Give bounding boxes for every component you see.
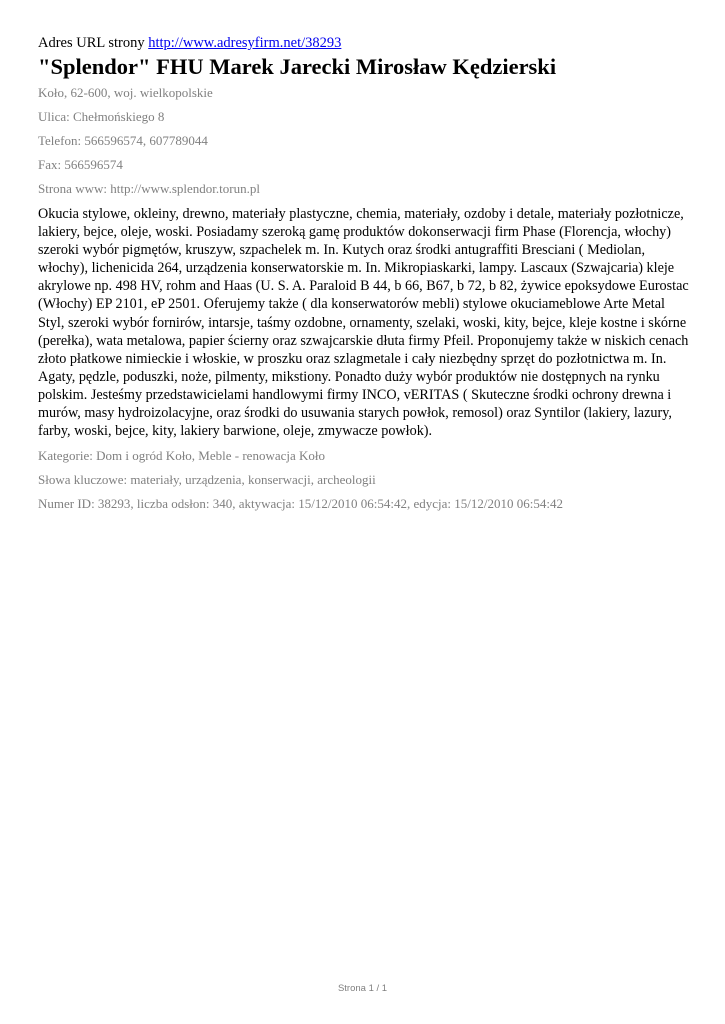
fax-line: Fax: 566596574: [38, 157, 123, 172]
address-line: Koło, 62-600, woj. wielkopolskie: [38, 85, 213, 100]
url-line: [38, 33, 690, 53]
page-number: Strona 1 / 1: [337, 983, 388, 994]
street-line: Ulica: Chełmońskiego 8: [38, 109, 165, 124]
keywords-line: Słowa kluczowe: materiały, urządzenia, konserwacji, archeologii: [38, 472, 376, 488]
company-title: "Splendor" FHU Marek Jarecki Mirosław Kędzierski: [38, 54, 557, 79]
document-body: [38, 33, 690, 520]
website-line: Strona www: http://www.splendor.torun.pl: [38, 181, 260, 196]
url-label: Adres URL strony: [38, 35, 145, 51]
company-description: Okucia stylowe, okleiny, drewno, materiały plastyczne, chemia, materiały, ozdoby i detale, materiały pozłotnicze, lakiery, bejce, oleje, woski. Posiadamy szeroką gamę produktów dokonserwacji firm Phase (Florencja, włochy) szeroki wybór pigmętów, kruszyw, szpachelek m. In. Kutych oraz środki antugraffiti Bresciani ( Mediolan, włochy), lichenicida 264, urządzenia konserwatorskie m. In. Mikropiaskarki, lampy. Lascaux (Szwajcaria) kleje akrylowe np. 498 HV, rohm and Haas (U. S. A. Paraloid B 44, b 66, B67, b 72, b 82, żywice epoksydowe Eurostac (Włochy) EP 2101, eP 2501. Oferujemy także ( dla konserwatorów mebli) stylowe okuciameblowe Arte Metal Styl, szeroki wybór fornirów, intarsje, taśmy ozdobne, ornamenty, szelaki, woski, kity, bejce, kleje kostne i skórne (perełka), wata metalowa, papier ścierny oraz szwajcarskie dłuta firmy Pfeil. Proponujemy także w niskich cenach złoto płatkowe nimieckie i włoskie, w proszku oraz szlagmetale i cały niezbędny sprzęt do pozłotnictwa m. In. Agaty, pędzle, poduszki, noże, pilmenty, mikstiony. Ponadto duży wybór produktów nie dostępnych na rynku polskim. Jesteśmy przedstawicielami handlowymi firmy INCO, vERITAS ( Skuteczne środki ochrony drewna i murów, masy hydroizolacyjne, oraz środki do usuwania starych powłok, remosol) oraz Syntilor (lakiery, lazury, farby, woski, bejce, kity, lakiery barwione, oleje, zmywacze powłok).: [38, 206, 689, 440]
record-info-line: Numer ID: 38293, liczba odsłon: 340, aktywacja: 15/12/2010 06:54:42, edycja: 15/12/2010 06:54:42: [38, 496, 563, 512]
page-url-link[interactable]: http://www.adresyfirm.net/38293: [148, 35, 342, 51]
phone-line: Telefon: 566596574, 607789044: [38, 133, 208, 148]
categories-line: Kategorie: Dom i ogród Koło, Meble - renowacja Koło: [38, 448, 326, 464]
